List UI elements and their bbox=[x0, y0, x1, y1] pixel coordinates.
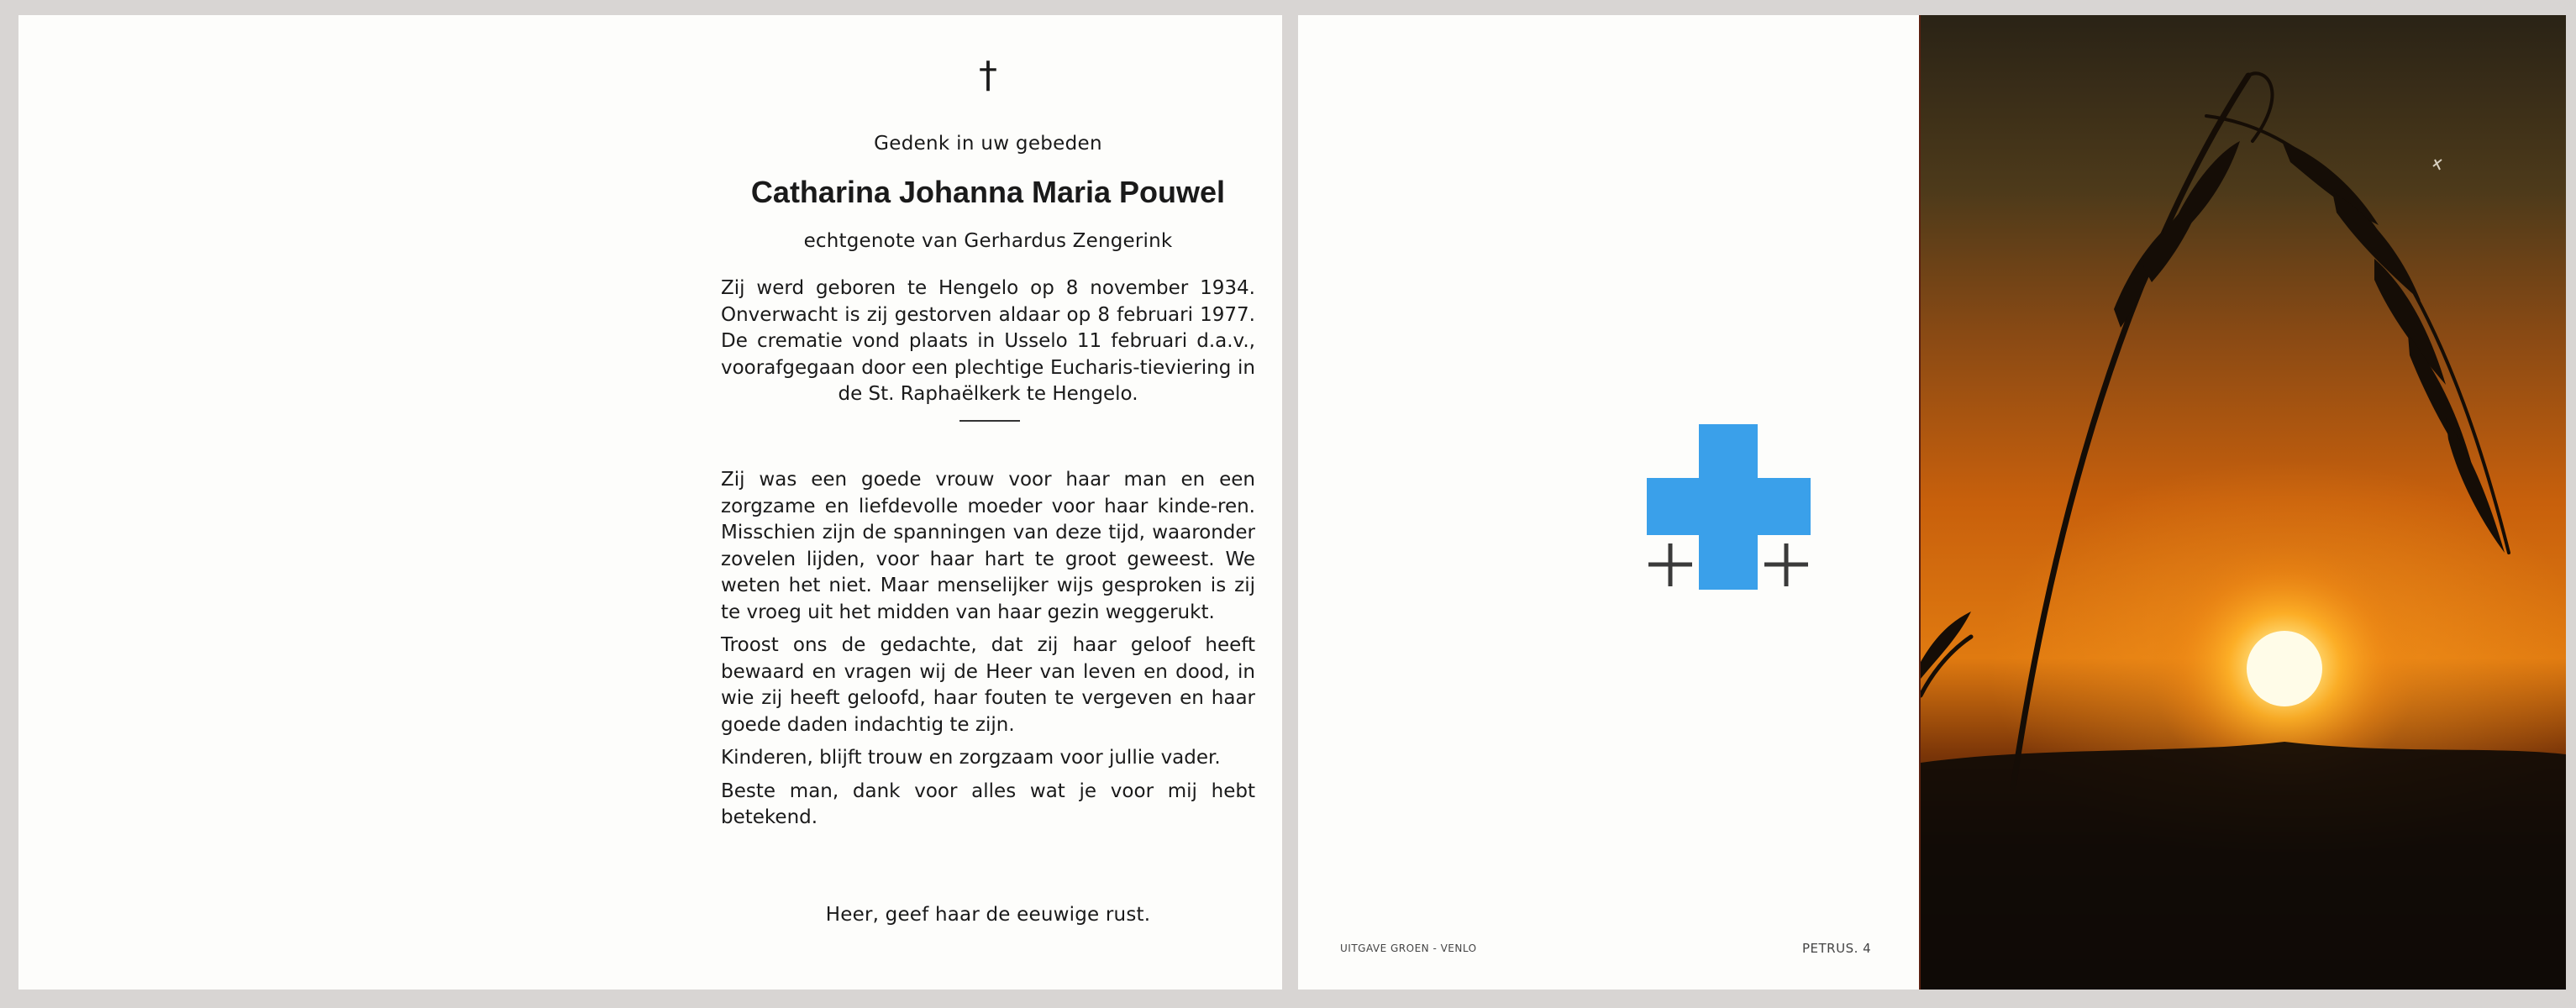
card-inner-panel bbox=[18, 15, 1282, 990]
sunset-grain-photo-icon bbox=[1921, 15, 2566, 990]
blue-cross-icon bbox=[1647, 424, 1811, 592]
publisher-imprint: UITGAVE GROEN - VENLO bbox=[1340, 942, 1477, 954]
paragraph: Kinderen, blijft trouw en zorgzaam voor jullie vader. bbox=[721, 747, 1221, 769]
paragraph: Zij was een goede vrouw voor haar man en een zorgzame en liefdevolle moeder voor haar kinde-ren. Misschien zijn de spanningen van deze tijd, waaronder zovelen lijden, voor haar hart te groot geweest. We weten het niet. Maar menselijker wijs gesproken is zij te vroeg uit het midden van haar gezin weggerukt. bbox=[721, 469, 1255, 623]
card-cover-panel bbox=[1298, 15, 2566, 990]
closing-prayer: Heer, geef haar de eeuwige rust. bbox=[825, 904, 1151, 926]
deceased-name: Catharina Johanna Maria Pouwel bbox=[750, 175, 1226, 209]
dagger-cross-icon: † bbox=[979, 54, 997, 97]
biography-paragraph: Zij werd geboren te Hengelo op 8 november 1934. Onverwacht is zij gestorven aldaar op 8 februari 1977. De crematie vond plaats in Usselo 11 februari d.a.v., voorafgegaan door een plechtige Eucharis-tieviering in de St. Raphaëlkerk te Hengelo. bbox=[721, 277, 1255, 405]
paragraph: Beste man, dank voor alles wat je voor mij hebt betekend. bbox=[721, 780, 1255, 828]
memorial-body bbox=[721, 467, 1255, 838]
opening-line: Gedenk in uw gebeden bbox=[874, 133, 1102, 155]
paragraph: Troost ons de gedachte, dat zij haar geloof heeft bewaard en vragen wij de Heer van leven en dood, in wie zij heeft geloofd, haar fouten te vergeven en haar goede daden indachtig te zijn. bbox=[721, 634, 1255, 736]
spouse-line: echtgenote van Gerhardus Zengerink bbox=[803, 230, 1173, 252]
series-number: PETRUS. 4 bbox=[1802, 941, 1872, 956]
divider-line bbox=[959, 420, 1020, 422]
